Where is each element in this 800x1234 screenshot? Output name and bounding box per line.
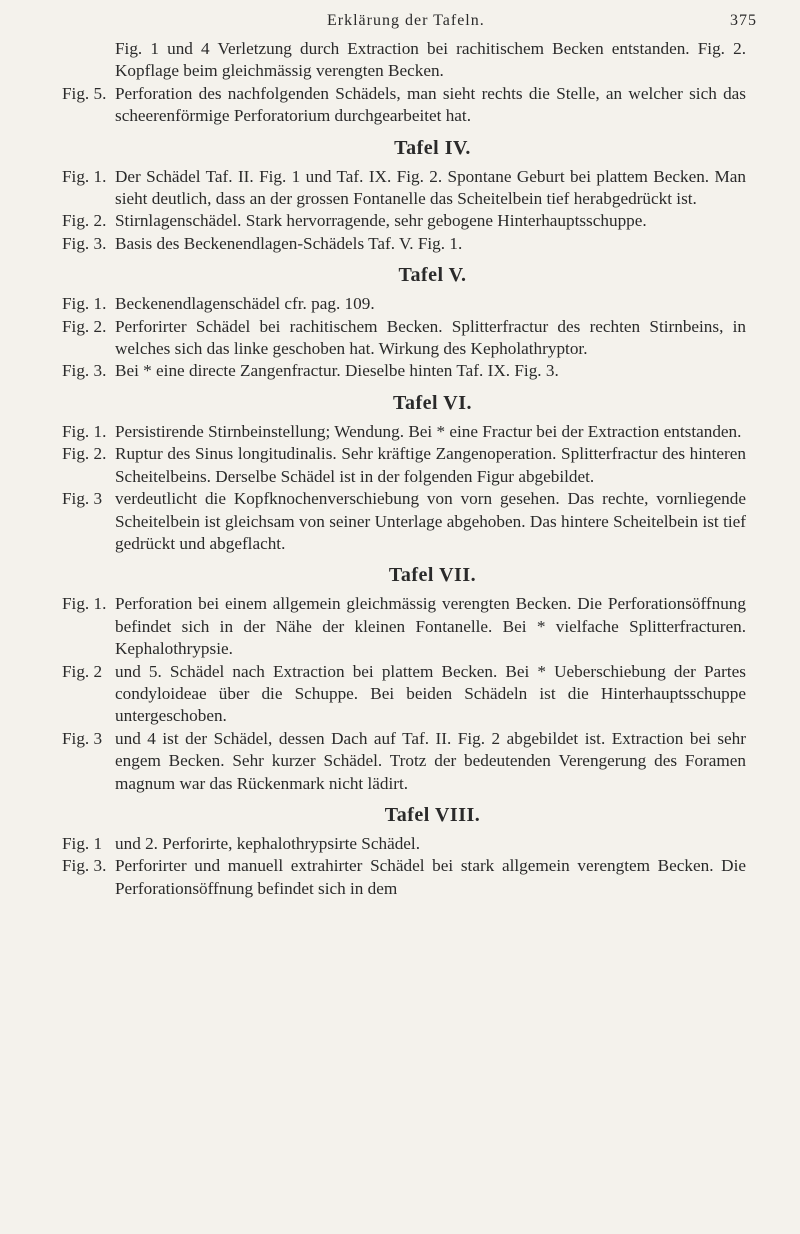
running-title: Erklärung der Tafeln. bbox=[327, 12, 485, 29]
figure-label: Fig. 1. bbox=[62, 421, 107, 441]
entry-text: Der Schädel Taf. II. Fig. 1 und Taf. IX. Fig. 2. Spontane Geburt bei plattem Becken. Man sieht deutlich, dass an der grossen Fontanelle das Scheitelbein tief herabgedrückt ist. bbox=[115, 166, 746, 209]
figure-entry bbox=[0, 233, 800, 255]
entry-text: Perforirter und manuell extrahirter Schädel bei stark allgemein verengtem Becken. Die Perforationsöffnung befindet sich in dem bbox=[115, 856, 746, 898]
figure-entry bbox=[0, 210, 800, 232]
entry-text: Perforation des nachfolgenden Schädels, man sieht rechts die Stelle, an welcher sich das scheerenförmige Perforatorium durchgearbeitet hat. bbox=[115, 83, 746, 126]
figure-label: Fig. 1. bbox=[62, 594, 107, 614]
section-heading-tafel-iv: Tafel IV. bbox=[394, 136, 471, 159]
entry-text: Stirnlagenschädel. Stark hervorragende, sehr gebogene Hinterhauptsschuppe. bbox=[115, 211, 647, 231]
entry-text: Ruptur des Sinus longitudinalis. Sehr kräftige Zangenoperation. Splitterfractur des hinteren Scheitelbeins. Derselbe Schädel ist in der folgenden Figur abgebildet. bbox=[115, 444, 746, 486]
figure-label: Fig. 3. bbox=[62, 361, 107, 381]
figure-entry bbox=[0, 360, 800, 382]
entry-text: und 2. Perforirte, kephalothrypsirte Schädel. bbox=[115, 833, 420, 853]
figure-label: Fig. 3 bbox=[62, 489, 103, 509]
entry-text: Perforirter Schädel bei rachitischem Becken. Splitterfractur des rechten Stirnbeins, in welches sich das linke geschoben hat. Wirkung des Kepholathryptor. bbox=[115, 316, 746, 359]
section-heading-tafel-vii: Tafel VII. bbox=[388, 564, 477, 587]
figure-label: Fig. 1 bbox=[62, 833, 103, 853]
figure-entry bbox=[0, 593, 800, 660]
figure-entry bbox=[0, 661, 800, 728]
section-heading-tafel-vi: Tafel VI. bbox=[393, 391, 472, 414]
figure-label: Fig. 3. bbox=[62, 233, 107, 253]
entry-text: Fig. 1 und 4 Verletzung durch Extraction bei rachitischem Becken entstanden. Fig. 2. Kopflage beim gleichmässig verengten Becken. bbox=[115, 39, 746, 81]
figure-entry bbox=[0, 316, 800, 361]
figure-entry bbox=[0, 833, 800, 855]
figure-label: Fig. 3. bbox=[62, 856, 107, 876]
section-heading-tafel-viii: Tafel VIII. bbox=[384, 803, 481, 826]
entry-text: Basis des Beckenendlagen-Schädels Taf. V. Fig. 1. bbox=[115, 233, 463, 253]
figure-label: Fig. 1. bbox=[62, 294, 107, 314]
figure-entry bbox=[0, 443, 800, 488]
entry-text: Persistirende Stirnbeinstellung; Wendung. Bei * eine Fractur bei der Extraction entstanden. bbox=[115, 421, 742, 441]
entry-text: Beckenendlagenschädel cfr. pag. 109. bbox=[115, 294, 375, 314]
intro-continuation bbox=[0, 38, 800, 83]
entry-text: Bei * eine directe Zangenfractur. Dieselbe hinten Taf. IX. Fig. 3. bbox=[115, 361, 559, 381]
figure-label: Fig. 2 bbox=[62, 661, 103, 681]
entry-text: und 5. Schädel nach Extraction bei plattem Becken. Bei * Ueberschiebung der Partes condyloideae über die Schuppe. Bei beiden Schädeln ist die Hinterhauptsschuppe untergeschoben. bbox=[115, 661, 746, 726]
page-body bbox=[0, 38, 800, 900]
figure-entry bbox=[0, 488, 800, 555]
page-number: 375 bbox=[730, 12, 757, 29]
figure-entry bbox=[0, 855, 800, 900]
figure-entry bbox=[0, 83, 800, 128]
entry-text: verdeutlicht die Kopfknochenverschiebung von vorn gesehen. Das rechte, vornliegende Scheitelbein ist gleichsam von seiner Unterlage abgehoben. Das hintere Scheitelbein ist tief gedrückt und abgeflacht. bbox=[115, 489, 746, 553]
figure-entry bbox=[0, 166, 800, 211]
figure-label: Fig. 2. bbox=[62, 316, 107, 336]
section-heading-tafel-v: Tafel V. bbox=[398, 264, 467, 287]
figure-label: Fig. 5. bbox=[62, 83, 107, 103]
entry-text: Perforation bei einem allgemein gleichmässig verengten Becken. Die Perforationsöffnung befindet sich in der Nähe der kleinen Fontanelle. Bei * vielfache Splitterfracturen. Kephalothrypsie. bbox=[115, 594, 746, 659]
figure-label: Fig. 2. bbox=[62, 444, 107, 464]
entry-text: und 4 ist der Schädel, dessen Dach auf Taf. II. Fig. 2 abgebildet ist. Extraction bei sehr engem Becken. Sehr kurzer Schädel. Trotz der bedeutenden Verengerung des Foramen magnum war das Rückenmark nicht lädirt. bbox=[115, 728, 746, 793]
figure-label: Fig. 1. bbox=[62, 166, 107, 186]
figure-entry bbox=[0, 421, 800, 443]
figure-entry bbox=[0, 728, 800, 795]
figure-label: Fig. 3 bbox=[62, 728, 103, 748]
figure-entry bbox=[0, 293, 800, 315]
figure-label: Fig. 2. bbox=[62, 211, 107, 231]
